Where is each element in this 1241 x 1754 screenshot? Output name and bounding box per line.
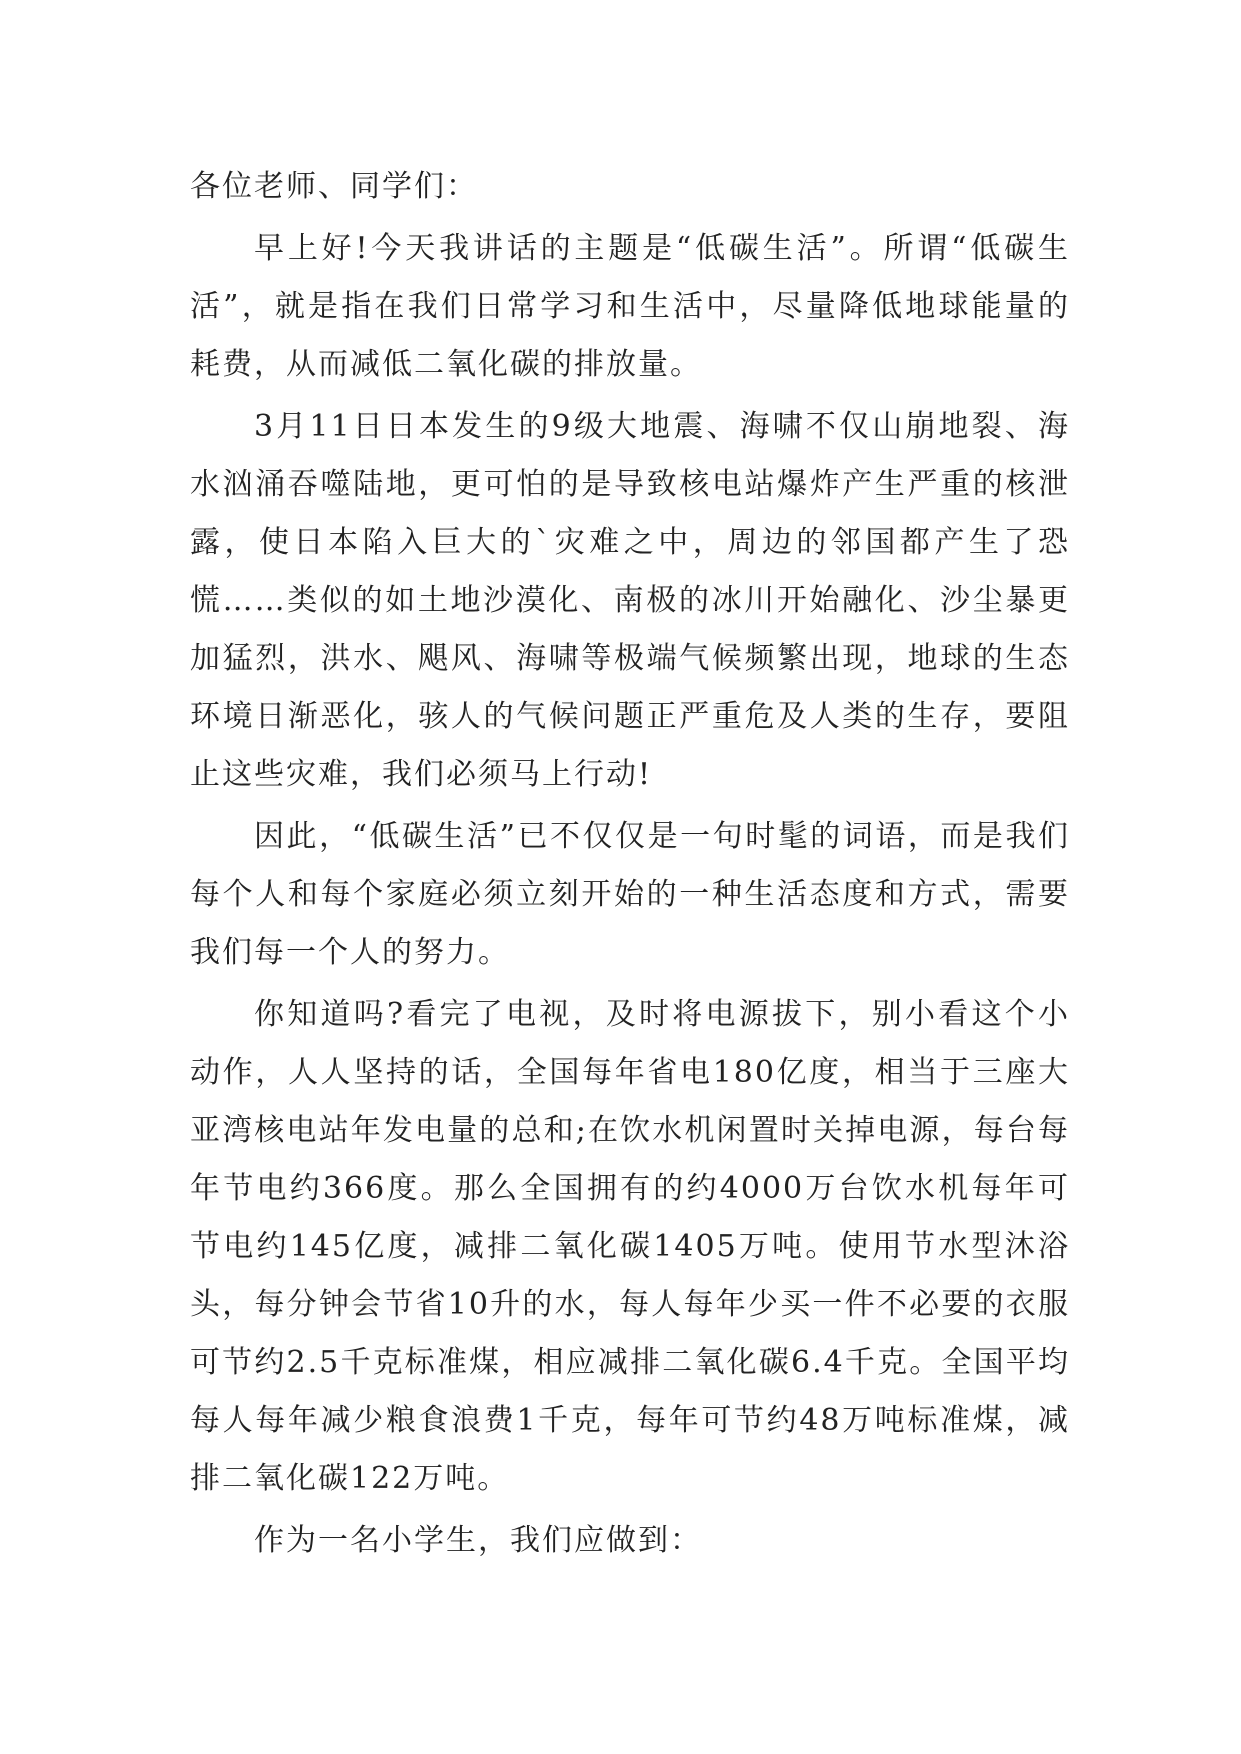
salutation: 各位老师、同学们：	[190, 169, 478, 204]
paragraph-energy-saving-facts: 你知道吗?看完了电视，及时将电源拔下，别小看这个小动作，人人坚持的话，全国每年省电180亿度，相当于三座大亚湾核电站年发电量的总和;在饮水机闲置时关掉电源，每台每年节电约366度。那么全国拥有的约4000万台饮水机每年可节电约145亿度，减排二氧化碳1405万吨。使用节水型沐浴头，每分钟会节省10升的水，每人每年少买一件不必要的衣服可节约2.5千克标准煤，相应减排二氧化碳6.4千克。全国平均每人每年减少粮食浪费1千克，每年可节约48万吨标准煤，减排二氧化碳122万吨。	[190, 997, 1070, 1496]
paragraph-earthquake: 3月11日日本发生的9级大地震、海啸不仅山崩地裂、海水汹涌吞噬陆地，更可怕的是导致核电站爆炸产生严重的核泄露，使日本陷入巨大的`灾难之中，周边的邻国都产生了恐慌……类似的如土地沙漠化、南极的冰川开始融化、沙尘暴更加猛烈，洪水、飓风、海啸等极端气候频繁出现，地球的生态环境日渐恶化，骇人的气候问题正严重危及人类的生存，要阻止这些灾难，我们必须马上行动!	[190, 409, 1070, 792]
paragraph-student-duties: 作为一名小学生，我们应做到：	[254, 1523, 702, 1558]
document-body	[190, 158, 1070, 1574]
paragraph-low-carbon-attitude: 因此，“低碳生活”已不仅仅是一句时髦的词语，而是我们每个人和每个家庭必须立刻开始的一种生活态度和方式，需要我们每一个人的努力。	[190, 819, 1070, 970]
paragraph-greeting-topic: 早上好!今天我讲话的主题是“低碳生活”。所谓“低碳生活”，就是指在我们日常学习和生活中，尽量降低地球能量的耗费，从而减低二氧化碳的排放量。	[190, 231, 1070, 382]
